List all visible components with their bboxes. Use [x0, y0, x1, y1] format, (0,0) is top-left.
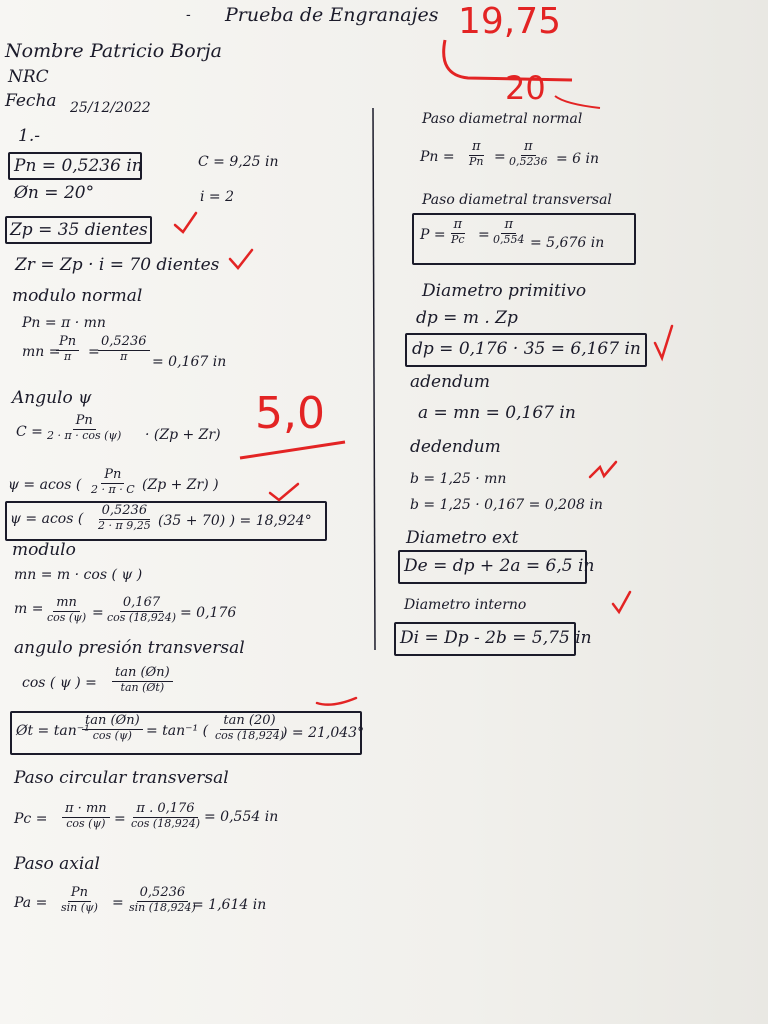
- pa-den-1: sin (ψ): [61, 900, 98, 914]
- date-value: 25/12/2022: [70, 100, 151, 116]
- p-lhs: P =: [420, 227, 446, 243]
- psi2-den: 2 · π 9,25: [98, 518, 151, 532]
- modulo-normal-heading: modulo normal: [12, 286, 143, 306]
- phit-den-1: cos (ψ): [92, 728, 132, 742]
- b-eq: b = 1,25 · mn: [410, 471, 507, 487]
- phit-den-2: cos (18,924): [215, 728, 284, 742]
- pa-num-1: Pn: [68, 886, 91, 902]
- dp-eq: dp = m . Zp: [416, 308, 518, 328]
- m-den-2: cos (18,924): [107, 610, 176, 624]
- c-given: C = 9,25 in: [198, 154, 279, 170]
- pn-r-num-1: π: [469, 140, 484, 156]
- mn-lhs: mn =: [22, 344, 61, 360]
- psi2-rhs: (35 + 70) ) = 18,924°: [158, 513, 312, 529]
- exam-title: Prueba de Engranajes: [225, 4, 439, 26]
- b-result: b = 1,25 · 0,167 = 0,208 in: [410, 497, 603, 513]
- pc-num-1: π · mn: [62, 802, 110, 818]
- phit-result: ) = 21,043°: [282, 725, 365, 741]
- phit-num-1: tan (Øn): [82, 714, 143, 730]
- pc-result: = 0,554 in: [204, 809, 279, 825]
- p-den-1: Pc: [451, 232, 465, 246]
- grade-total: 20: [505, 69, 546, 107]
- equals: =: [494, 149, 506, 165]
- di-eq: Di = Dp - 2b = 5,75 in: [400, 628, 592, 648]
- cos-den: tan (Øt): [120, 680, 165, 694]
- pn-given: Pn = 0,5236 in: [14, 156, 143, 176]
- psi2-num: 0,5236: [99, 504, 151, 520]
- de-eq: De = dp + 2a = 6,5 in: [404, 556, 595, 576]
- diametro-int-heading: Diametro interno: [404, 597, 527, 613]
- mn-den-2: π: [120, 349, 128, 363]
- pn-r-lhs: Pn =: [420, 149, 455, 165]
- angulo-presion-heading: angulo presión transversal: [14, 638, 245, 658]
- paso-diametral-normal-heading: Paso diametral normal: [422, 111, 583, 127]
- mn-result: = 0,167 in: [152, 354, 227, 370]
- grade-score: 19,75: [458, 1, 562, 42]
- c-lhs: C =: [16, 424, 43, 440]
- psi2-lhs: ψ = acos (: [10, 511, 84, 527]
- nrc-label: NRC: [8, 67, 49, 87]
- pn-r-den-1: Pn: [469, 154, 484, 168]
- equals: =: [92, 605, 104, 621]
- student-name: Patricio Borja: [90, 40, 222, 62]
- phit-num-2: tan (20): [220, 714, 278, 730]
- problem-number: 1.-: [18, 126, 40, 146]
- pn-r-den-2: 0,5236: [509, 154, 548, 168]
- paso-axial-heading: Paso axial: [14, 854, 100, 874]
- pa-lhs: Pa =: [14, 895, 48, 911]
- paso-circular-heading: Paso circular transversal: [14, 768, 229, 788]
- name-label: Nombre: [5, 40, 84, 62]
- p-num-2: π: [501, 218, 516, 234]
- psi1-den: 2 · π · C: [91, 482, 135, 496]
- modulo-heading: modulo: [12, 540, 76, 560]
- m-den-1: cos (ψ): [47, 610, 87, 624]
- phit-mid: = tan⁻¹ (: [146, 723, 209, 739]
- dedendum-heading: dedendum: [410, 437, 501, 457]
- mn-num-1: Pn: [56, 335, 79, 351]
- pa-den-2: sin (18,924): [129, 900, 196, 914]
- psi1-lhs: ψ = acos (: [8, 477, 82, 493]
- diametro-primitivo-heading: Diametro primitivo: [422, 281, 587, 301]
- adendum-heading: adendum: [410, 372, 490, 392]
- equals: =: [478, 227, 490, 243]
- zr-eq: Zr = Zp · i = 70 dientes: [15, 255, 220, 275]
- psi1-rhs: (Zp + Zr) ): [142, 477, 219, 493]
- mn-den-1: π: [63, 349, 72, 363]
- pc-num-2: π . 0,176: [133, 802, 197, 818]
- paso-diametral-transversal-heading: Paso diametral transversal: [422, 192, 612, 208]
- psi1-num: Pn: [101, 468, 124, 484]
- pc-den-1: cos (ψ): [66, 816, 106, 830]
- dp-result: dp = 0,176 · 35 = 6,167 in: [412, 339, 641, 359]
- pc-den-2: cos (18,924): [131, 816, 200, 830]
- equals: =: [88, 344, 100, 360]
- i-given: i = 2: [200, 189, 235, 205]
- m-lhs: m =: [14, 601, 44, 617]
- diametro-ext-heading: Diametro ext: [406, 528, 519, 548]
- phit-lhs: Øt = tan⁻¹: [16, 723, 90, 739]
- a-eq: a = mn = 0,167 in: [418, 403, 576, 423]
- p-num-1: π: [451, 218, 466, 234]
- phi-n-given: Øn = 20°: [14, 183, 95, 203]
- c-den: 2 · π · cos (ψ): [47, 428, 122, 442]
- zp-given: Zp = 35 dientes: [10, 220, 148, 240]
- p-result: = 5,676 in: [530, 235, 605, 251]
- m-num-2: 0,167: [120, 596, 163, 612]
- pc-lhs: Pc =: [14, 811, 48, 827]
- equals: =: [114, 811, 126, 827]
- pn-r-num-2: π: [521, 140, 536, 156]
- pa-num-2: 0,5236: [137, 886, 189, 902]
- equals: =: [112, 895, 124, 911]
- title-dash: -: [186, 7, 191, 23]
- mn-cos-eq: mn = m · cos ( ψ ): [14, 567, 143, 583]
- pn-r-result: = 6 in: [556, 151, 600, 167]
- c-rhs: · (Zp + Zr): [145, 427, 221, 443]
- c-num: Pn: [73, 414, 96, 430]
- pn-eq: Pn = π · mn: [22, 315, 106, 331]
- cos-lhs: cos ( ψ ) =: [22, 675, 97, 691]
- cos-num: tan (Øn): [112, 666, 173, 682]
- angulo-heading: Angulo ψ: [12, 388, 92, 408]
- m-num-1: mn: [53, 596, 80, 612]
- date-label: Fecha: [5, 91, 57, 111]
- mn-num-2: 0,5236: [98, 335, 150, 351]
- partial-grade: 5,0: [255, 388, 325, 439]
- pa-result: = 1,614 in: [192, 897, 267, 913]
- m-result: = 0,176: [180, 605, 237, 621]
- p-den-2: 0,554: [493, 232, 525, 246]
